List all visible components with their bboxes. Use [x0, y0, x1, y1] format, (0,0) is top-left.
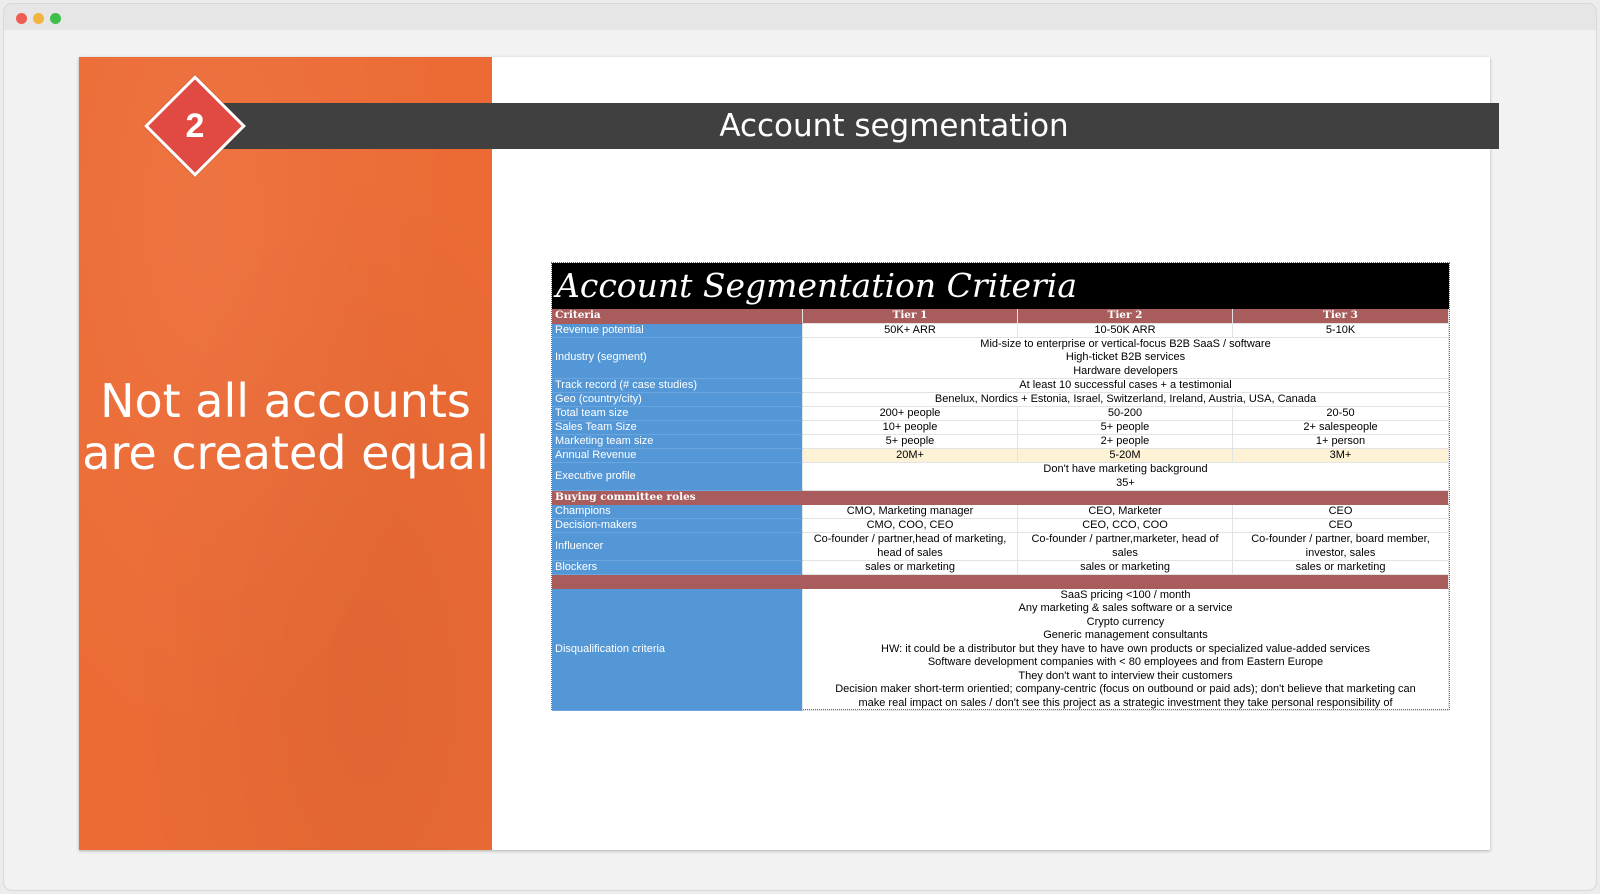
cell-merged [803, 589, 1449, 711]
row-label: Champions [552, 505, 803, 519]
cell: sales or marketing [1018, 561, 1233, 575]
cell-line: Generic management consultants [1043, 629, 1208, 642]
segmentation-spreadsheet [551, 262, 1450, 710]
cell-line: Don't have marketing background [1043, 463, 1208, 475]
cell: 50K+ ARR [803, 324, 1018, 338]
window-titlebar [4, 4, 1596, 30]
cell: sales or marketing [803, 561, 1018, 575]
row-label: Total team size [552, 407, 803, 421]
buying-committee-header: Buying committee roles [552, 491, 1449, 505]
cell: 10+ people [803, 421, 1018, 435]
cell: CEO, Marketer [1018, 505, 1233, 519]
cell: 3M+ [1233, 449, 1449, 463]
row-label: Influencer [552, 533, 803, 561]
cell-line: Decision maker short-term orientied; company-centric (focus on outbound or paid ads); don't believe that marketing can [835, 683, 1416, 696]
slide-title: Account segmentation [719, 108, 1069, 144]
cell-line: make real impact on sales / don't see this project as a strategic investment they take personal responsibility of [858, 696, 1393, 709]
cell: 5-20M [1018, 449, 1233, 463]
cell-merged: At least 10 successful cases + a testimonial [803, 379, 1449, 393]
cell: 50-200 [1018, 407, 1233, 421]
cell: 5+ people [1018, 421, 1233, 435]
browser-window [4, 4, 1596, 890]
cell: CMO, COO, CEO [803, 519, 1018, 533]
maximize-window-button[interactable] [50, 13, 61, 24]
header-criteria: Criteria [552, 309, 803, 324]
minimize-window-button[interactable] [33, 13, 44, 24]
cell-line: 35+ [1116, 476, 1135, 489]
row-label: Revenue potential [552, 324, 803, 338]
cell: CEO, CCO, COO [1018, 519, 1233, 533]
cell: 200+ people [803, 407, 1018, 421]
cell: 5-10K [1233, 324, 1449, 338]
cell: Co-founder / partner,head of marketing, head of sales [803, 533, 1018, 561]
row-label: Decision-makers [552, 519, 803, 533]
badge-number: 2 [185, 107, 205, 145]
slide-tagline: Not all accounts are created equal [82, 374, 489, 480]
cell-line: Any marketing & sales software or a service [1018, 602, 1233, 615]
row-label: Disqualification criteria [552, 589, 803, 711]
sheet-title: Account Segmentation Criteria [552, 263, 1449, 309]
cell: CMO, Marketing manager [803, 505, 1018, 519]
cell-line: Software development companies with < 80 employees and from Eastern Europe [927, 656, 1324, 669]
cell: Co-founder / partner, board member, investor, sales [1233, 533, 1449, 561]
cell-line: Mid-size to enterprise or vertical-focus B2B SaaS / software [980, 338, 1271, 350]
cell: 20M+ [803, 449, 1018, 463]
cell: Co-founder / partner,marketer, head of sales [1018, 533, 1233, 561]
header-tier1: Tier 1 [803, 309, 1018, 324]
cell: 2+ salespeople [1233, 421, 1449, 435]
cell-merged: Benelux, Nordics + Estonia, Israel, Switzerland, Ireland, Austria, USA, Canada [803, 393, 1449, 407]
row-label: Executive profile [552, 463, 803, 491]
separator-row [552, 575, 1449, 589]
cell-line: SaaS pricing <100 / month [1060, 589, 1191, 601]
cell-line: HW: it could be a distributor but they have to have own products or specialized value-added services [881, 642, 1370, 655]
header-tier2: Tier 2 [1018, 309, 1233, 324]
cell: CEO [1233, 519, 1449, 533]
row-label: Sales Team Size [552, 421, 803, 435]
cell: CEO [1233, 505, 1449, 519]
cell: 2+ people [1018, 435, 1233, 449]
left-orange-panel [79, 57, 492, 850]
cell-merged [803, 338, 1449, 379]
header-tier3: Tier 3 [1233, 309, 1449, 324]
cell-line: Hardware developers [1073, 364, 1178, 377]
cell: 1+ person [1233, 435, 1449, 449]
row-label: Blockers [552, 561, 803, 575]
cell-line: High-ticket B2B services [1065, 351, 1186, 364]
row-label: Annual Revenue [552, 449, 803, 463]
header-bar [219, 103, 1499, 149]
row-label: Industry (segment) [552, 338, 803, 379]
cell: 5+ people [803, 435, 1018, 449]
sheet-grid [552, 309, 1449, 711]
cell-merged [803, 463, 1449, 491]
row-label: Track record (# case studies) [552, 379, 803, 393]
row-label: Geo (country/city) [552, 393, 803, 407]
row-label: Marketing team size [552, 435, 803, 449]
close-window-button[interactable] [16, 13, 27, 24]
cell: sales or marketing [1233, 561, 1449, 575]
cell-line: They don't want to interview their customers [1018, 669, 1233, 682]
cell: 10-50K ARR [1018, 324, 1233, 338]
cell: 20-50 [1233, 407, 1449, 421]
slide [79, 57, 1490, 850]
cell-line: Crypto currency [1086, 615, 1165, 628]
